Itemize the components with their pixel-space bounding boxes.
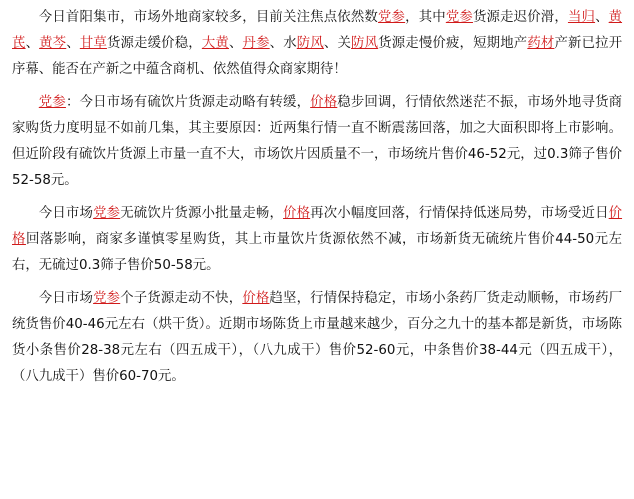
paragraph-text: 货源走慢价疲，短期地产 <box>378 36 528 51</box>
keyword-link[interactable]: 药材 <box>527 36 555 51</box>
keyword-link[interactable]: 丹参 <box>242 36 270 51</box>
keyword-link[interactable]: 黄芩 <box>39 36 67 51</box>
paragraph-text: 趋坚，行情保持稳定，市场小条药厂货走动顺畅，市场药厂统货售价40-46元左右（烘干货）。近期市场陈货上市量越来越少，百分之九十的基本都是新货，市场陈货小条售价28-38元左右（四五成干），（八九成干）售价52-60元，中条售价38-44元（四五成干），（八九成干）售价60-70元。 <box>12 291 623 384</box>
paragraph-text: 今日市场 <box>38 291 94 306</box>
paragraph-text: 、 <box>25 36 40 51</box>
keyword-link[interactable]: 党参 <box>38 95 66 110</box>
paragraph-text: 、 <box>228 36 243 51</box>
keyword-link[interactable]: 甘草 <box>79 36 107 51</box>
paragraph-text: 货源走缓价稳， <box>106 36 202 51</box>
paragraph-text: 个子货源走动不快， <box>120 291 243 306</box>
paragraph-text: 无硫饮片货源小批量走畅， <box>120 206 284 221</box>
paragraph-text: 、水 <box>269 36 297 51</box>
paragraph-text: 再次小幅度回落，行情保持低迷局势，市场受近日 <box>310 206 609 221</box>
paragraph-text: 今日市场 <box>38 206 94 221</box>
keyword-link[interactable]: 党参 <box>93 206 121 221</box>
keyword-link[interactable]: 价格 <box>12 206 623 247</box>
keyword-link[interactable]: 党参 <box>93 291 121 306</box>
paragraph <box>12 90 622 194</box>
keyword-link[interactable]: 大黄 <box>201 36 229 51</box>
paragraph-text: ，其中 <box>405 10 446 25</box>
paragraph <box>12 201 622 279</box>
keyword-link[interactable]: 当归 <box>567 10 596 25</box>
keyword-link[interactable]: 党参 <box>445 10 473 25</box>
keyword-link[interactable]: 黄芪 <box>12 10 623 51</box>
paragraph <box>12 286 622 390</box>
keyword-link[interactable]: 价格 <box>310 95 338 110</box>
paragraph-text: 稳步回调，行情依然迷茫不振，市场外地寻货商家购货力度明显不如前几集，其主要原因：近两集行情一直不断震荡回落，加之大面积即将上市影响。但近阶段有硫饮片货源上市量一直不大，市场饮片因质量不一，市场统片售价46-52元，过0.3筛子售价52-58元。 <box>12 95 623 188</box>
paragraph-text: 、 <box>595 10 609 25</box>
keyword-link[interactable]: 防风 <box>296 36 324 51</box>
paragraph-text: 、 <box>66 36 80 51</box>
paragraph-text: 回落影响，商家多谨慎零星购货，其上市量饮片货源依然不减，市场新货无硫统片售价44-50元左右，无硫过0.3筛子售价50-58元。 <box>12 232 622 273</box>
paragraph-text: 今日首阳集市，市场外地商家较多，目前关注焦点依然数 <box>38 10 378 25</box>
paragraph-text: ：今日市场有硫饮片货源走动略有转缓， <box>65 95 311 110</box>
keyword-link[interactable]: 党参 <box>377 10 406 25</box>
keyword-link[interactable]: 价格 <box>283 206 311 221</box>
keyword-link[interactable]: 价格 <box>242 291 270 306</box>
paragraph <box>12 5 622 83</box>
keyword-link[interactable]: 防风 <box>351 36 379 51</box>
paragraph-text: 产新已拉开序幕、能否在产新之中蕴含商机、依然值得众商家期待！ <box>12 36 623 77</box>
paragraph-text: 货源走迟价滑， <box>472 10 568 25</box>
paragraph-text: 、关 <box>323 36 352 51</box>
